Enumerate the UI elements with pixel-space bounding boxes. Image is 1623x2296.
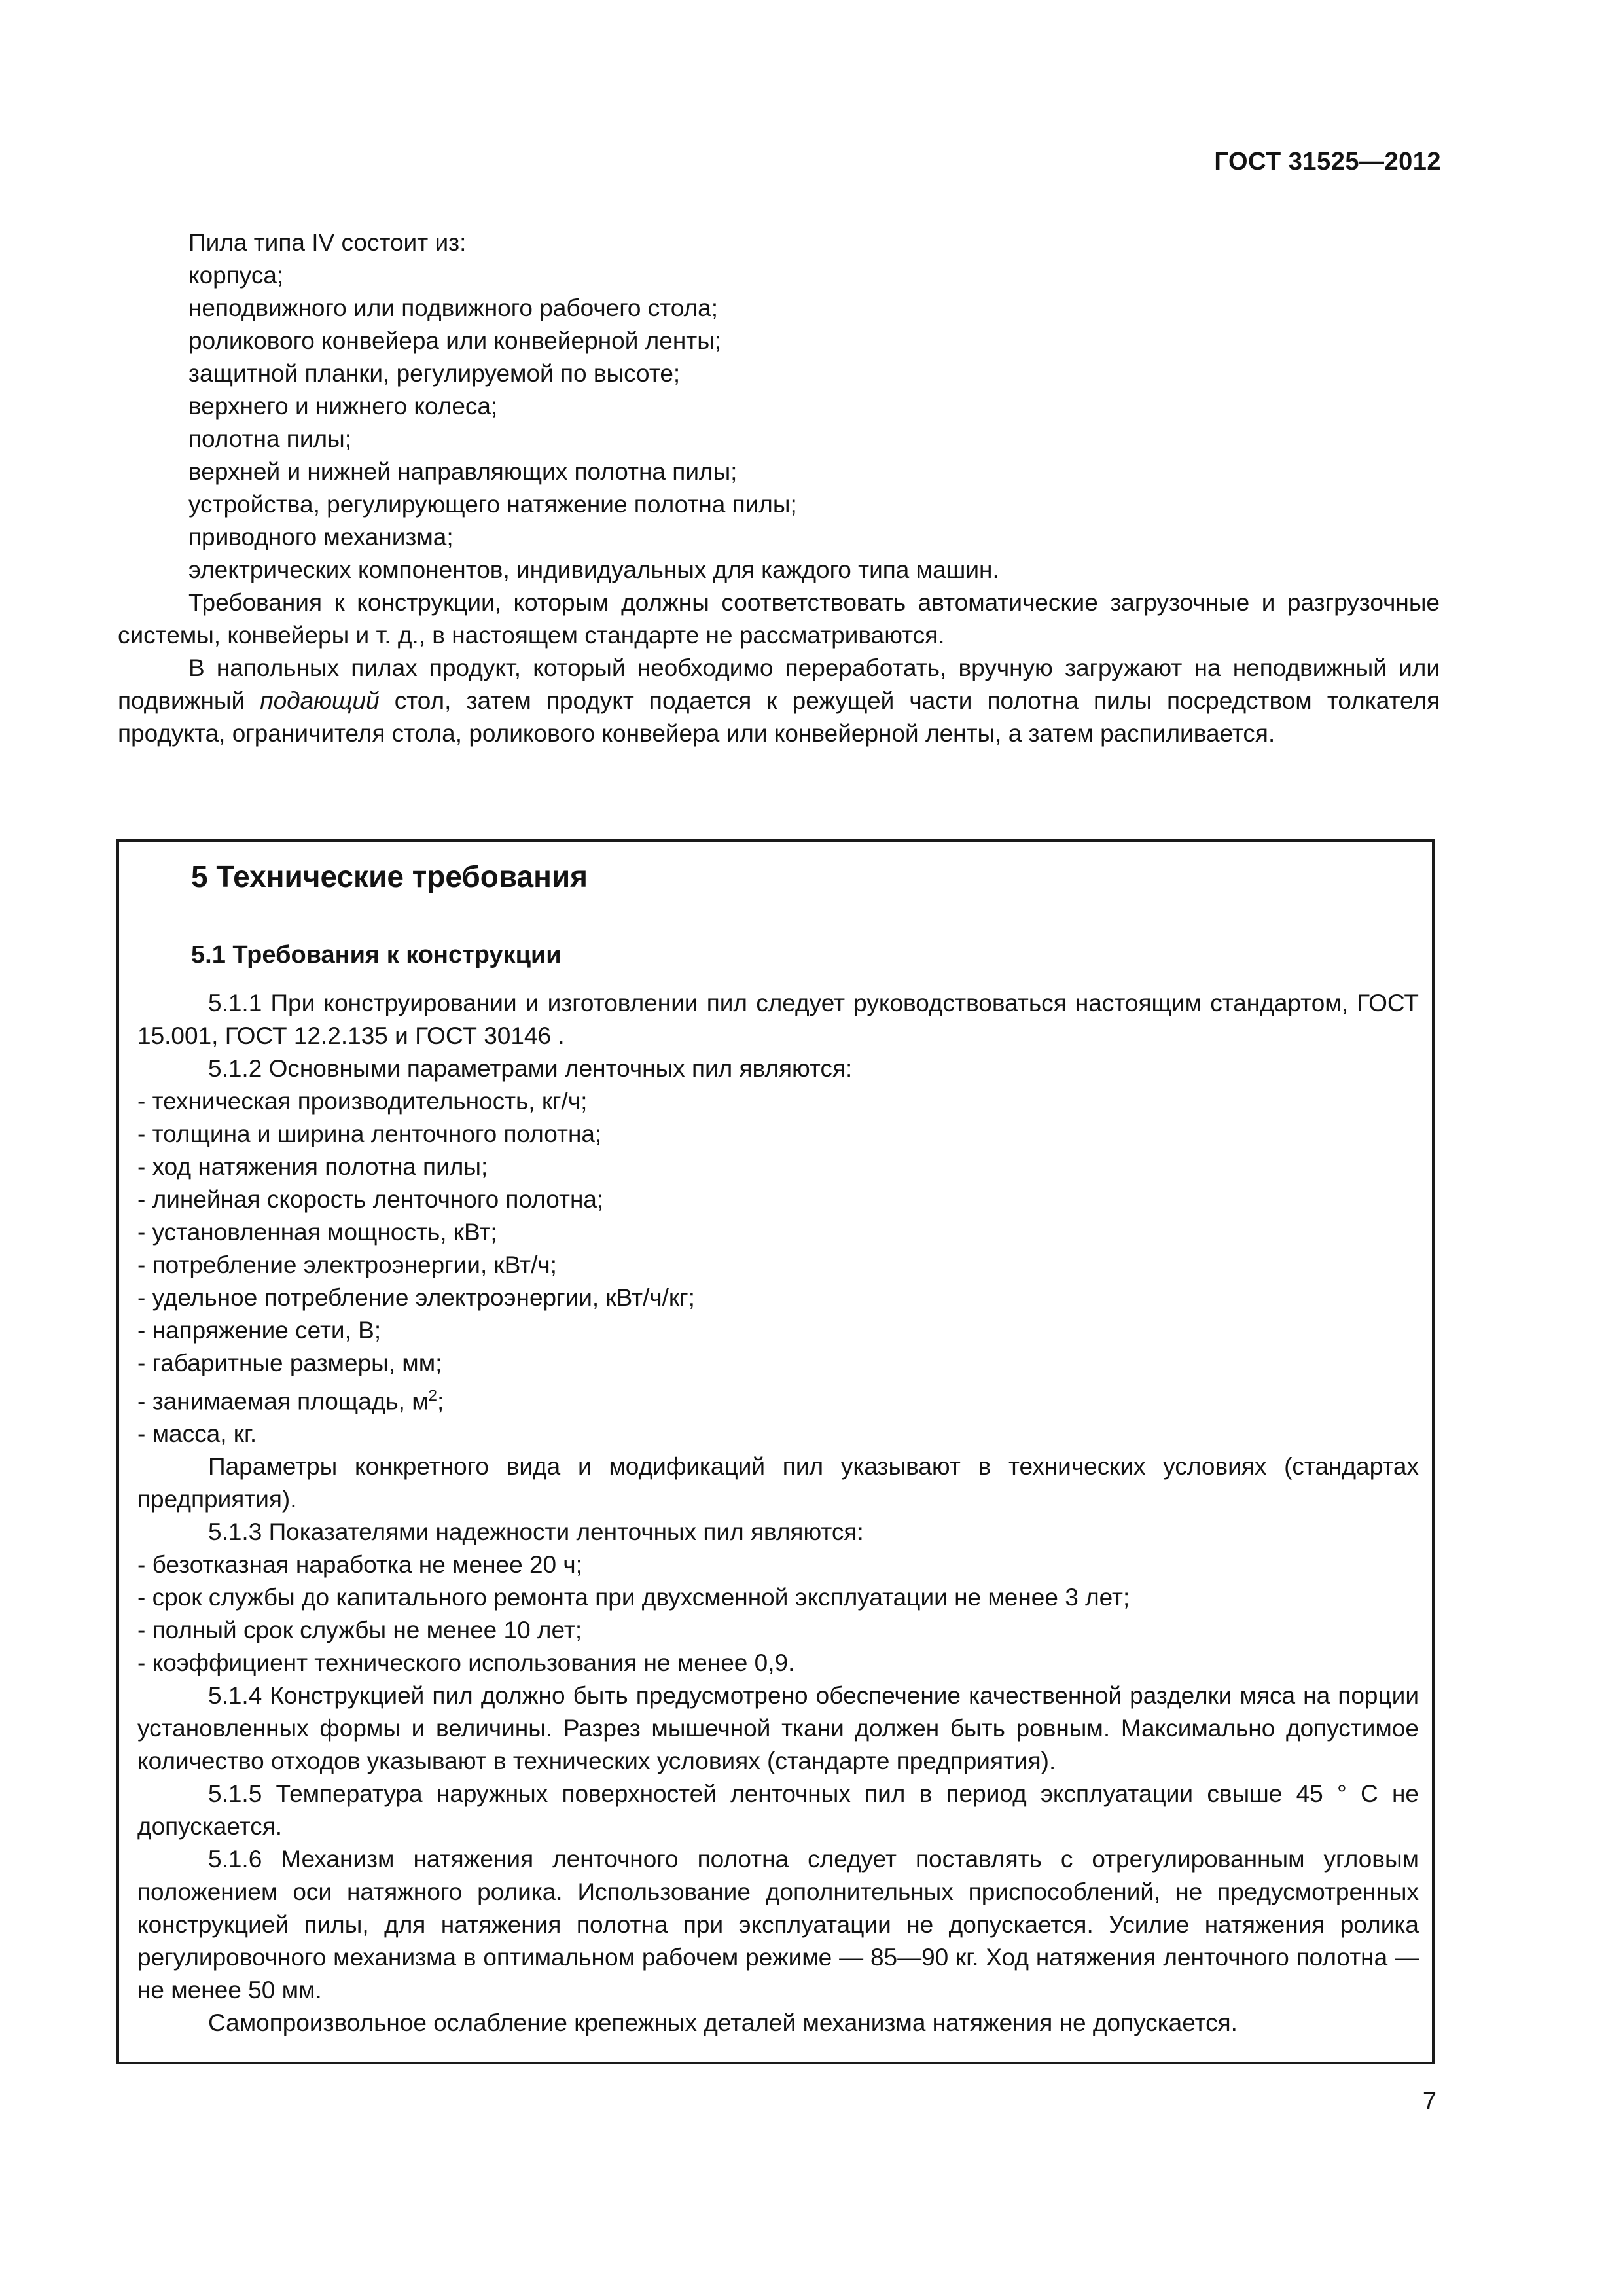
paragraph-parameters: Параметры конкретного вида и модификаций пил указывают в технических условиях (стандартах предприятия).	[137, 1453, 1419, 1513]
parameter-item: - габаритные размеры, мм;	[137, 1350, 442, 1376]
page-number: 7	[1422, 2088, 1436, 2115]
reliability-item: - полный срок службы не менее 10 лет;	[137, 1617, 582, 1644]
parameter-item-area	[137, 1380, 1419, 1418]
list-item: верхней и нижней направляющих полотна пилы;	[188, 458, 738, 485]
reliability-item: - коэффициент технического использования не менее 0,9.	[137, 1649, 795, 1677]
subsection-title: 5.1 Требования к конструкции	[191, 941, 562, 969]
parameter-text: - занимаемая площадь, м	[137, 1388, 429, 1415]
parameter-item: - потребление электроэнергии, кВт/ч;	[137, 1251, 557, 1278]
parameter-item: - масса, кг.	[137, 1420, 257, 1448]
paragraph-text: стол, затем продукт подается к режущей части полотна пилы посредством толкателя продукта, ограничителя стола, роликового конвейера или конвейерной ленты, а затем распиливается.	[118, 687, 1440, 747]
reliability-item: - безотказная наработка не менее 20 ч;	[137, 1551, 582, 1579]
parameter-item: - установленная мощность, кВт;	[137, 1219, 497, 1246]
parameter-text: ;	[437, 1388, 444, 1415]
list-item: электрических компонентов, индивидуальных для каждого типа машин.	[188, 556, 999, 583]
document-code: ГОСТ 31525—2012	[1214, 148, 1441, 175]
paragraph-floor-saws	[118, 652, 1440, 750]
intro-block	[118, 226, 1440, 750]
parameter-item: - удельное потребление электроэнергии, кВт/ч/кг;	[137, 1284, 695, 1311]
parameter-item: - техническая производительность, кг/ч;	[137, 1088, 588, 1115]
section-content	[137, 855, 1419, 2039]
paragraph-text: В напольных пилах продукт, который необходимо переработать, вручную загружают на неподвижный или подвижный	[118, 655, 1440, 714]
list-item: полотна пилы;	[188, 425, 351, 452]
paragraph-fasteners: Самопроизвольное ослабление крепежных деталей механизма натяжения не допускается.	[208, 2009, 1238, 2037]
clause-5-1-1: 5.1.1 При конструировании и изготовлении пил следует руководствоваться настоящим стандартом, ГОСТ 15.001, ГОСТ 12.2.135 и ГОСТ 30146 .	[137, 990, 1419, 1049]
list-item: приводного механизма;	[188, 524, 454, 550]
list-item: неподвижного или подвижного рабочего стола;	[188, 295, 718, 321]
clause-5-1-4: 5.1.4 Конструкцией пил должно быть предусмотрено обеспечение качественной разделки мяса на порции установленных формы и величины. Разрез мышечной ткани должен быть ровным. Максимально допустимое количество отходов указывают в технических условиях (стандарте предприятия).	[137, 1682, 1419, 1775]
section-title: 5 Технические требования	[191, 859, 588, 893]
list-item: корпуса;	[188, 262, 284, 289]
parameter-item: - толщина и ширина ленточного полотна;	[137, 1121, 602, 1147]
paragraph-automatic-systems: Требования к конструкции, которым должны соответствовать автоматические загрузочные и разгрузочные системы, конвейеры и т. д., в настоящем стандарте не рассматриваются.	[118, 589, 1440, 649]
boxed-section	[116, 839, 1435, 2064]
clause-5-1-3: 5.1.3 Показателями надежности ленточных пил являются:	[208, 1518, 864, 1546]
parameter-item: - ход натяжения полотна пилы;	[137, 1153, 488, 1180]
intro-lead: Пила типа IV состоит из:	[188, 229, 467, 256]
list-item: защитной планки, регулируемой по высоте;	[188, 360, 681, 387]
list-item: устройства, регулирующего натяжение полотна пилы;	[188, 491, 797, 518]
parameter-item: - линейная скорость ленточного полотна;	[137, 1186, 604, 1213]
clause-5-1-5: 5.1.5 Температура наружных поверхностей ленточных пил в период эксплуатации свыше 45 ° С не допускается.	[137, 1780, 1419, 1840]
reliability-item: - срок службы до капитального ремонта при двухсменной эксплуатации не менее 3 лет;	[137, 1584, 1130, 1611]
emphasis-text: подающий	[260, 687, 380, 714]
clause-5-1-2: 5.1.2 Основными параметрами ленточных пил являются:	[208, 1055, 853, 1082]
list-item: верхнего и нижнего колеса;	[188, 393, 498, 420]
parameter-item: - напряжение сети, В;	[137, 1317, 382, 1344]
list-item: роликового конвейера или конвейерной ленты;	[188, 327, 722, 354]
superscript: 2	[428, 1387, 438, 1405]
clause-5-1-6: 5.1.6 Механизм натяжения ленточного полотна следует поставлять с отрегулированным угловым положением оси натяжного ролика. Использование дополнительных приспособлений, не предусмотренных конструкцией пилы, для натяжения полотна при эксплуатации не допускается. Усилие натяжения ролика регулировочного механизма в оптимальном рабочем режиме — 85—90 кг. Ход натяжения ленточного полотна — не менее 50 мм.	[137, 1846, 1419, 2004]
